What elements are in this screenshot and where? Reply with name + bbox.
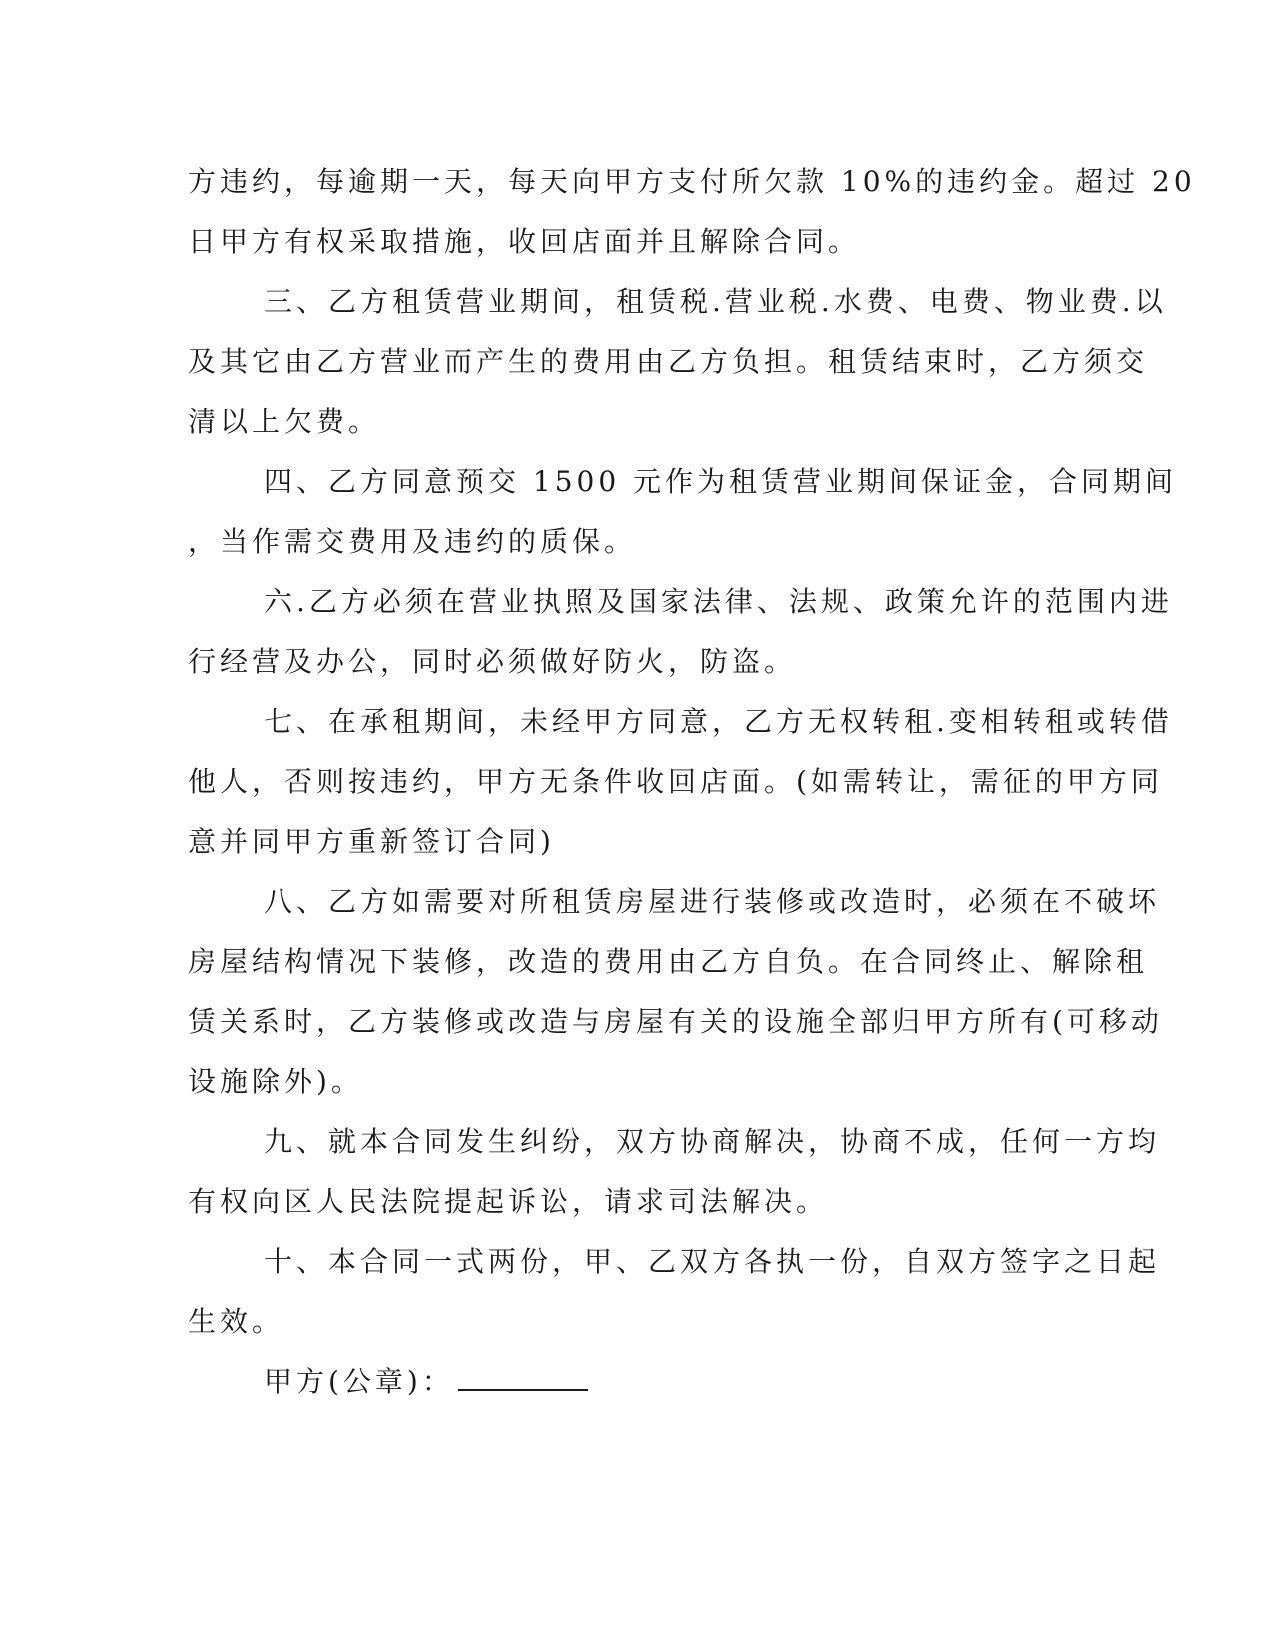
paragraph-line: ，当作需交费用及违约的质保。: [188, 525, 637, 558]
paragraph-line: 清以上欠费。: [188, 405, 381, 438]
clause-6-line: 六.乙方必须在营业执照及国家法律、法规、政策允许的范围内进: [264, 585, 1173, 618]
paragraph-line: 设施除外)。: [188, 1065, 363, 1098]
paragraph-line: 赁关系时，乙方装修或改造与房屋有关的设施全部归甲方所有(可移动: [188, 1005, 1163, 1038]
paragraph-line: 有权向区人民法院提起诉讼，请求司法解决。: [188, 1185, 829, 1218]
paragraph-line: 日甲方有权采取措施，收回店面并且解除合同。: [188, 225, 861, 258]
clause-4-line: 四、乙方同意预交 1500 元作为租赁营业期间保证金，合同期间: [264, 465, 1178, 498]
paragraph-line: 及其它由乙方营业而产生的费用由乙方负担。租赁结束时，乙方须交: [188, 345, 1149, 378]
signature-label: 甲方(公章)：: [264, 1365, 454, 1398]
clause-10-line: 十、本合同一式两份，甲、乙双方各执一份，自双方签字之日起: [264, 1245, 1161, 1278]
paragraph-line: 意并同甲方重新签订合同): [188, 825, 555, 858]
clause-8-line: 八、乙方如需要对所租赁房屋进行装修或改造时，必须在不破坏: [264, 885, 1161, 918]
clause-7-line: 七、在承租期间，未经甲方同意，乙方无权转租.变相转租或转借: [264, 705, 1173, 738]
clause-9-line: 九、就本合同发生纠纷，双方协商解决，协商不成，任何一方均: [264, 1125, 1161, 1158]
signature-blank: [458, 1363, 588, 1391]
paragraph-line: 行经营及办公，同时必须做好防火，防盗。: [188, 645, 797, 678]
paragraph-line: 生效。: [188, 1305, 285, 1338]
paragraph-line: 房屋结构情况下装修，改造的费用由乙方自负。在合同终止、解除租: [188, 945, 1149, 978]
signature-line: [188, 1352, 1068, 1412]
clause-3-line: 三、乙方租赁营业期间，租赁税.营业税.水费、电费、物业费.以: [264, 285, 1167, 318]
paragraph-line: 方违约，每逾期一天，每天向甲方支付所欠款 10%的违约金。超过 20: [188, 165, 1196, 198]
contract-body: [188, 152, 1196, 1412]
paragraph-line: 他人，否则按违约，甲方无条件收回店面。(如需转让，需征的甲方同: [188, 765, 1163, 798]
